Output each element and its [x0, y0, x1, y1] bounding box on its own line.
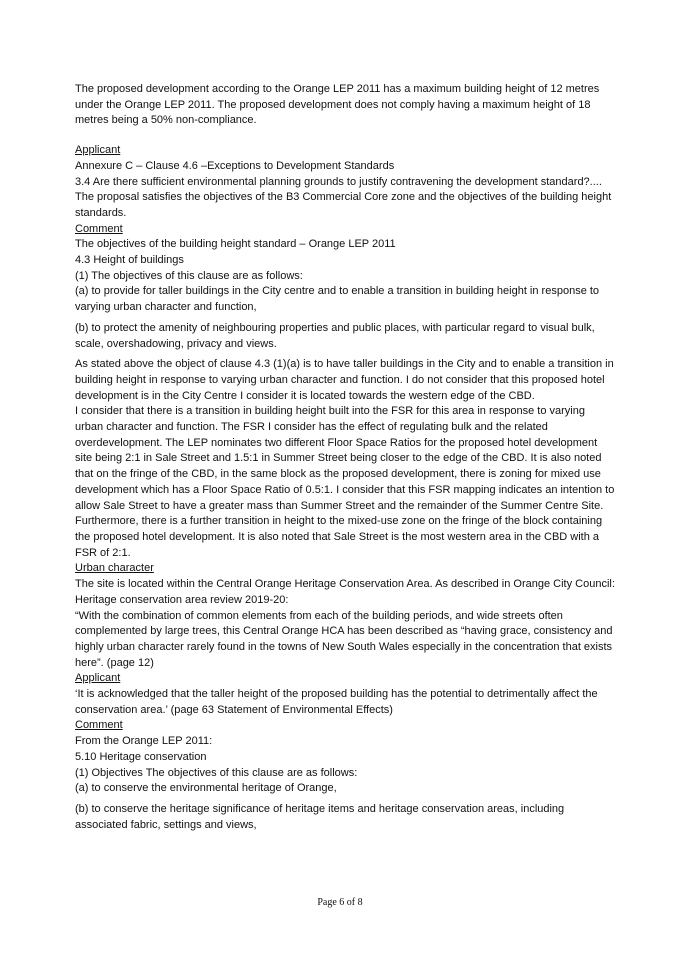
paragraph-clause-b: (b) to protect the amenity of neighbouring properties and public places, with particular regard to visual bulk, scale, overshadowing, privacy and views.: [75, 321, 595, 350]
paragraph-transition: I consider that there is a transition in building height built into the FSR for this area in response to varying urban character and function. The FSR I consider has the effect of regulating bulk and the related overdevelopment. The LEP nominates two different Floor Space Ratios for the proposed hotel development site being 2:1 in Sale Street and 1.5:1 in Summer Street being closer to the edge of the CBD. It is also noted that on the fringe of the CBD, in the same block as the proposed development, there is zoning for mixed use development which has a Floor Space Ratio of 0.5:1. I consider that this FSR mapping indicates an intention to allow Sale Street to have a greater mass than Summer Street and the remainder of the Summer Centre Site. Furthermore, there is a further transition in height to the mixed-use zone on the fringe of the block containing the proposed hotel development. It is also noted that Sale Street is the most western area in the CBD with a FSR of 2:1.: [75, 405, 615, 559]
heading-applicant-2: Applicant: [75, 672, 121, 685]
paragraph-annexure: Annexure C – Clause 4.6 –Exceptions to Development Standards: [75, 159, 395, 172]
paragraph-stated-above: As stated above the object of clause 4.3 (1)(a) is to have taller buildings in the City and to enable a transition in building height in response to varying urban character and function. I do not consider that this proposed hotel development is in the City Centre I consider it is located towards the western edge of the CBD.: [75, 358, 614, 402]
paragraph-clause-1: (1) The objectives of this clause are as follows:: [75, 269, 303, 282]
heading-comment-2: Comment: [75, 719, 123, 732]
paragraph-applicant-2: ‘It is acknowledged that the taller height of the proposed building has the potential to detrimentally affect the conservation area.’ (page 63 Statement of Environmental Effects): [75, 688, 598, 716]
page-number-footer: Page 6 of 8: [317, 897, 363, 908]
paragraph-clause-5-10: 5.10 Heritage conservation: [75, 750, 207, 763]
paragraph-from-lep: From the Orange LEP 2011:: [75, 735, 213, 748]
paragraph-clause-4-3: 4.3 Height of buildings: [75, 254, 184, 267]
paragraph-objectives-title: The objectives of the building height standard – Orange LEP 2011: [75, 238, 396, 251]
paragraph-quote: “With the combination of common elements from each of the building periods, and wide streets often complemented by large trees, this Central Orange HCA has been described as “having grace, consistency and highly urban character rarely found in the towns of New South Wales especially in the concentration that exists here”. (page 12): [75, 609, 613, 669]
paragraph-question: 3.4 Are there sufficient environmental planning grounds to justify contravening the development standard?....: [75, 175, 602, 188]
paragraph-clause-a: (a) to provide for taller buildings in the City centre and to enable a transition in building height in response to varying urban character and function,: [75, 285, 600, 314]
paragraph-objectives-5-10: (1) Objectives The objectives of this clause are as follows:: [75, 766, 358, 779]
heading-applicant: Applicant: [75, 144, 121, 157]
document-body: [75, 82, 615, 833]
paragraph-heritage-b: (b) to conserve the heritage significance of heritage items and heritage conservation areas, including associated fabric, settings and views,: [75, 802, 565, 831]
heading-urban-character: Urban character: [75, 562, 154, 575]
heading-comment: Comment: [75, 222, 123, 235]
paragraph-proposal: The proposal satisfies the objectives of the B3 Commercial Core zone and the objectives of the building height standards.: [75, 191, 612, 219]
paragraph-site-location: The site is located within the Central Orange Heritage Conservation Area. As described in Orange City Council: Heritage conservation area review 2019-20:: [75, 578, 615, 606]
paragraph-height-noncompliance: The proposed development according to the Orange LEP 2011 has a maximum building height of 12 metres under the Orange LEP 2011. The proposed development does not comply having a maximum height of 18 metres being a 50% non-compliance.: [75, 83, 600, 127]
paragraph-heritage-a: (a) to conserve the environmental heritage of Orange,: [75, 782, 337, 795]
